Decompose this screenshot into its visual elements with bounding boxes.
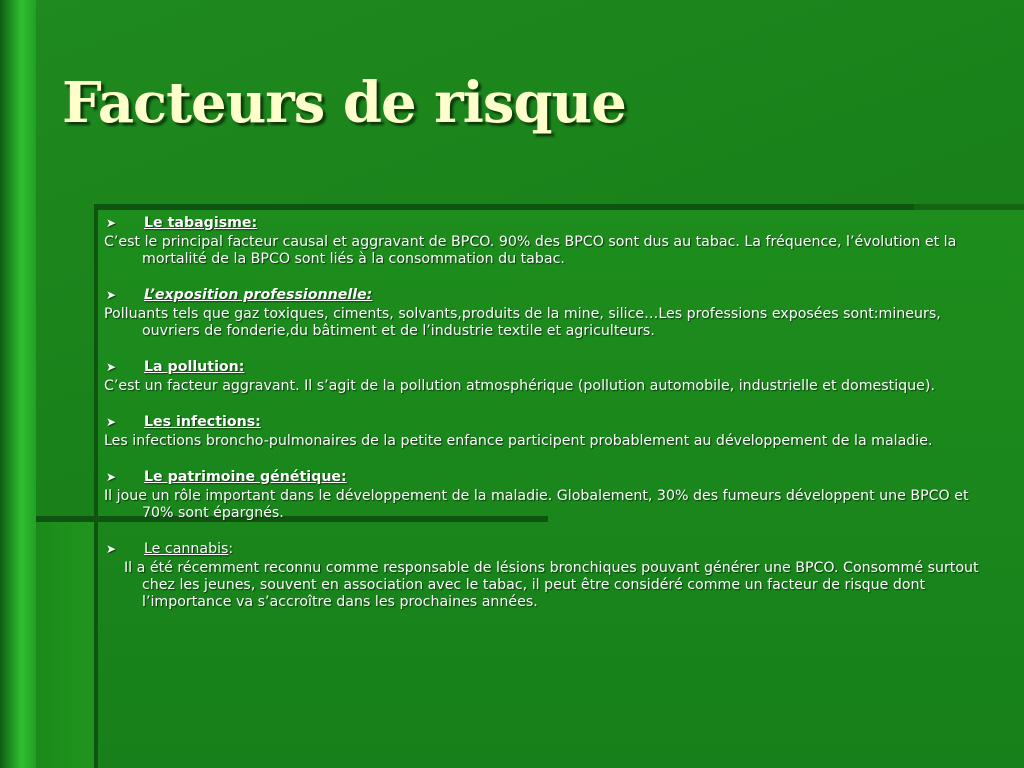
item-body: Polluants tels que gaz toxiques, ciments, solvants,produits de la mine, silice…Les professions exposées sont:mineurs, ouvriers de fonderie,du bâtiment et de l’industrie textile et agriculteurs. bbox=[104, 306, 941, 339]
item-heading: La pollution: bbox=[144, 358, 245, 375]
bullet-list bbox=[104, 214, 994, 629]
item-body: Il joue un rôle important dans le développement de la maladie. Globalement, 30% des fumeurs développent une BPCO et 70% sont épargnés. bbox=[104, 488, 969, 521]
arrowhead-bullet-icon: ➤ bbox=[106, 359, 117, 374]
list-item bbox=[104, 214, 994, 268]
list-item bbox=[104, 468, 994, 522]
top-divider-bar-right bbox=[914, 204, 1024, 210]
item-heading: Le patrimoine génétique: bbox=[144, 468, 347, 485]
arrowhead-bullet-icon: ➤ bbox=[106, 541, 117, 556]
arrowhead-bullet-icon: ➤ bbox=[106, 414, 117, 429]
arrowhead-bullet-icon: ➤ bbox=[106, 287, 117, 302]
slide-title: Facteurs de risque bbox=[62, 70, 626, 136]
item-body: Les infections broncho-pulmonaires de la petite enfance participent probablement au développement de la maladie. bbox=[104, 433, 933, 449]
lower-left-panel bbox=[36, 522, 96, 768]
left-gradient-stripe bbox=[0, 0, 36, 768]
list-item bbox=[104, 540, 994, 611]
item-heading: Les infections: bbox=[144, 413, 261, 430]
item-body: C’est le principal facteur causal et aggravant de BPCO. 90% des BPCO sont dus au tabac. La fréquence, l’évolution et la mortalité de la BPCO sont liés à la consommation du tabac. bbox=[104, 234, 957, 267]
arrowhead-bullet-icon: ➤ bbox=[106, 215, 117, 230]
item-body: Il a été récemment reconnu comme responsable de lésions bronchiques pouvant générer une BPCO. Consommé surtout chez les jeunes, souvent en association avec le tabac, il peut être considéré comme un facteur de risque dont l’importance va s’accroître dans les prochaines années. bbox=[124, 560, 979, 610]
top-divider-bar bbox=[96, 204, 914, 210]
arrowhead-bullet-icon: ➤ bbox=[106, 469, 117, 484]
item-heading: L’exposition professionnelle: bbox=[144, 286, 373, 303]
list-item bbox=[104, 413, 994, 450]
item-body: C’est un facteur aggravant. Il s’agit de la pollution atmosphérique (pollution automobile, industrielle et domestique). bbox=[104, 378, 935, 394]
vertical-divider-bar bbox=[94, 204, 98, 768]
item-heading-colon: : bbox=[228, 540, 234, 557]
list-item bbox=[104, 358, 994, 395]
item-heading: Le tabagisme: bbox=[144, 214, 258, 231]
list-item bbox=[104, 286, 994, 340]
item-heading: Le cannabis bbox=[144, 540, 229, 557]
